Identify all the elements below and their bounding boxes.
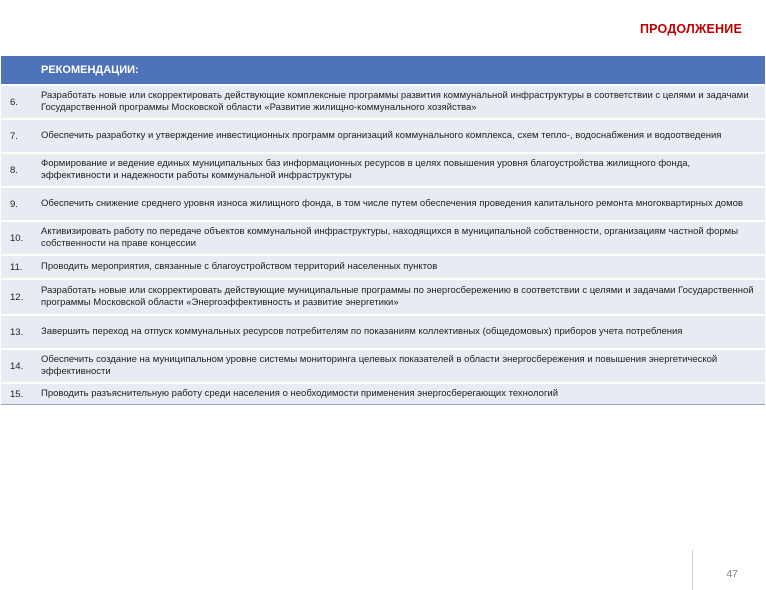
table-row [1,186,765,220]
row-number: 7. [10,130,18,142]
row-number: 6. [10,96,18,108]
row-text: Активизировать работу по передаче объектов коммунальной инфраструктуры, находящихся в муниципальной собственности, организациям частной формы собственности на праве концессии [41,225,739,249]
row-number: 9. [10,198,18,210]
row-number: 11. [10,261,23,273]
page-number: 47 [726,568,738,580]
row-text: Разработать новые или скорректировать действующие комплексные программы развития коммунальной инфраструктуры в соответствии с целями и задачами Государственной программы Московской области «Развитие жилищно-коммунального хозяйства» [41,89,749,113]
table-row [1,84,765,118]
table-row [1,220,765,254]
footer-divider [692,550,693,590]
table-heading: РЕКОМЕНДАЦИИ: [1,56,765,84]
table-row [1,382,765,404]
row-number: 13. [10,326,24,338]
row-text: Разработать новые или скорректировать действующие муниципальные программы по энергосбережению в соответствии с целями и задачами Государственной программы Московской области «Энергоэффективность и развитие энергетики» [41,284,754,308]
page-title: ПРОДОЛЖЕНИЕ [640,22,742,36]
table-row [1,348,765,382]
row-text: Обеспечить разработку и утверждение инвестиционных программ организаций коммунального комплекса, схем тепло-, водоснабжения и водоотведения [41,129,722,141]
table-row [1,278,765,314]
row-number: 8. [10,164,18,176]
row-text: Проводить мероприятия, связанные с благоустройством территорий населенных пунктов [41,260,438,272]
table-row [1,314,765,348]
row-text: Формирование и ведение единых муниципальных баз информационных ресурсов в целях повышения уровня благоустройства жилищного фонда, эффективности и надежности работы коммунальной инфраструктуры [41,157,691,181]
table-row [1,118,765,152]
row-number: 12. [10,291,24,303]
row-text: Обеспечить создание на муниципальном уровне системы мониторинга целевых показателей в области энергосбережения и повышения энергетической эффективности [41,353,718,377]
row-text: Обеспечить снижение среднего уровня износа жилищного фонда, в том числе путем обеспечения проведения капитального ремонта многоквартирных домов [41,197,743,209]
row-number: 14. [10,360,24,372]
table-row [1,152,765,186]
table-row [1,254,765,278]
row-text: Проводить разъяснительную работу среди населения о необходимости применения энергосберегающих технологий [41,387,559,399]
recommendations-table [1,56,765,405]
row-number: 10. [10,232,24,244]
row-text: Завершить переход на отпуск коммунальных ресурсов потребителям по показаниям коллективных (общедомовых) приборов учета потребления [41,325,683,337]
row-number: 15. [10,388,24,400]
